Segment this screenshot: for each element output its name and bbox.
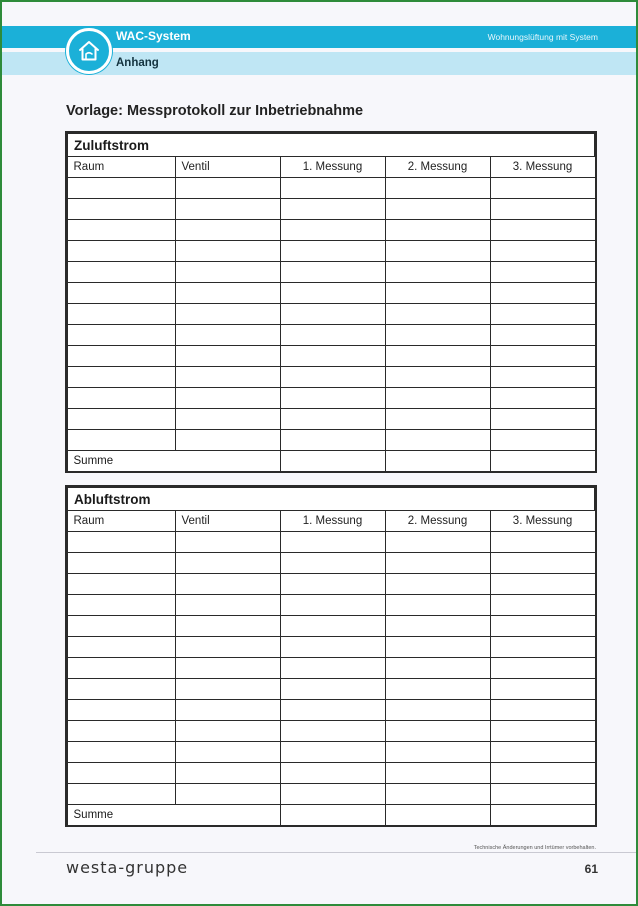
- zuluft-body: [67, 133, 595, 472]
- table-cell[interactable]: [175, 262, 280, 283]
- column-header-messung-1: 1. Messung: [280, 157, 385, 178]
- table-cell[interactable]: [175, 199, 280, 220]
- table-cell[interactable]: [67, 325, 175, 346]
- table-cell[interactable]: [280, 532, 385, 553]
- table-cell[interactable]: [490, 409, 595, 430]
- column-header-raum: Raum: [67, 157, 175, 178]
- table-row: [67, 199, 595, 220]
- table-cell[interactable]: [67, 574, 175, 595]
- column-header-messung-3: 3. Messung: [490, 157, 595, 178]
- table-cell[interactable]: [385, 304, 490, 325]
- table-cell[interactable]: [175, 658, 280, 679]
- table-cell[interactable]: [490, 532, 595, 553]
- table-row: [67, 430, 595, 451]
- abluft-table: [66, 486, 596, 826]
- table-cell[interactable]: [280, 616, 385, 637]
- table-row: [67, 220, 595, 241]
- sum-label: Summe: [67, 451, 280, 472]
- table-cell[interactable]: [67, 637, 175, 658]
- table-cell[interactable]: [280, 325, 385, 346]
- sum-cell[interactable]: [385, 451, 490, 472]
- table-cell[interactable]: [67, 409, 175, 430]
- column-header-raum: Raum: [67, 511, 175, 532]
- table-cell[interactable]: [385, 616, 490, 637]
- table-cell[interactable]: [280, 283, 385, 304]
- column-header-ventil: Ventil: [175, 157, 280, 178]
- table-cell[interactable]: [67, 178, 175, 199]
- table-cell[interactable]: [280, 574, 385, 595]
- table-cell[interactable]: [67, 199, 175, 220]
- table-cell[interactable]: [175, 616, 280, 637]
- table-cell[interactable]: [67, 763, 175, 784]
- table-cell[interactable]: [175, 532, 280, 553]
- table-cell[interactable]: [175, 409, 280, 430]
- zuluft-table: [66, 132, 596, 472]
- sum-cell[interactable]: [280, 805, 385, 826]
- table-cell[interactable]: [175, 595, 280, 616]
- table-cell[interactable]: [175, 220, 280, 241]
- table-cell[interactable]: [280, 742, 385, 763]
- table-cell[interactable]: [385, 388, 490, 409]
- table-cell[interactable]: [385, 637, 490, 658]
- table-row: [67, 616, 595, 637]
- table-cell[interactable]: [490, 616, 595, 637]
- section-title-zuluft: Zuluftstrom: [67, 133, 595, 157]
- table-cell[interactable]: [175, 574, 280, 595]
- sum-cell[interactable]: [490, 451, 595, 472]
- table-cell[interactable]: [67, 700, 175, 721]
- header-tagline: Wohnungslüftung mit System: [487, 32, 598, 42]
- table-cell[interactable]: [280, 241, 385, 262]
- table-cell[interactable]: [490, 325, 595, 346]
- brand-logo: westa-gruppe: [66, 858, 189, 877]
- table-cell[interactable]: [490, 595, 595, 616]
- table-cell[interactable]: [175, 679, 280, 700]
- table-cell[interactable]: [385, 367, 490, 388]
- table-cell[interactable]: [280, 346, 385, 367]
- table-cell[interactable]: [385, 283, 490, 304]
- table-row: [67, 658, 595, 679]
- table-cell[interactable]: [385, 241, 490, 262]
- table-cell[interactable]: [175, 325, 280, 346]
- table-cell[interactable]: [490, 241, 595, 262]
- table-cell[interactable]: [490, 367, 595, 388]
- table-row: [67, 784, 595, 805]
- table-row: [67, 409, 595, 430]
- table-cell[interactable]: [385, 199, 490, 220]
- footer-divider: [36, 852, 636, 853]
- table-cell[interactable]: [385, 325, 490, 346]
- table-cell[interactable]: [280, 388, 385, 409]
- table-cell[interactable]: [67, 595, 175, 616]
- column-header-messung-2: 2. Messung: [385, 511, 490, 532]
- table-cell[interactable]: [175, 430, 280, 451]
- sum-cell[interactable]: [280, 451, 385, 472]
- column-header-messung-2: 2. Messung: [385, 157, 490, 178]
- table-cell[interactable]: [490, 784, 595, 805]
- table-row: [67, 283, 595, 304]
- table-cell[interactable]: [67, 679, 175, 700]
- table-cell[interactable]: [385, 532, 490, 553]
- table-cell[interactable]: [385, 658, 490, 679]
- table-cell[interactable]: [490, 388, 595, 409]
- table-cell[interactable]: [280, 367, 385, 388]
- table-row: [67, 241, 595, 262]
- table-cell[interactable]: [385, 178, 490, 199]
- table-cell[interactable]: [490, 220, 595, 241]
- table-cell[interactable]: [67, 532, 175, 553]
- sum-cell[interactable]: [490, 805, 595, 826]
- table-cell[interactable]: [67, 262, 175, 283]
- table-cell[interactable]: [67, 304, 175, 325]
- table-cell[interactable]: [280, 763, 385, 784]
- table-row: [67, 367, 595, 388]
- table-cell[interactable]: [385, 721, 490, 742]
- section-title-abluft: Abluftstrom: [67, 487, 595, 511]
- table-row: [67, 721, 595, 742]
- table-cell[interactable]: [490, 553, 595, 574]
- table-cell[interactable]: [385, 742, 490, 763]
- table-cell[interactable]: [67, 721, 175, 742]
- column-header-messung-3: 3. Messung: [490, 511, 595, 532]
- table-cell[interactable]: [280, 700, 385, 721]
- sum-row: [67, 451, 595, 472]
- table-cell[interactable]: [385, 595, 490, 616]
- table-cell[interactable]: [67, 241, 175, 262]
- table-cell[interactable]: [490, 178, 595, 199]
- table-cell[interactable]: [490, 679, 595, 700]
- sum-row: [67, 805, 595, 826]
- table-cell[interactable]: [67, 553, 175, 574]
- table-cell[interactable]: [385, 763, 490, 784]
- table-cell[interactable]: [280, 430, 385, 451]
- table-cell[interactable]: [280, 658, 385, 679]
- table-row: [67, 553, 595, 574]
- table-cell[interactable]: [67, 430, 175, 451]
- table-cell[interactable]: [385, 262, 490, 283]
- page-number: 61: [584, 862, 598, 876]
- table-cell[interactable]: [67, 742, 175, 763]
- table-cell[interactable]: [67, 283, 175, 304]
- table-cell[interactable]: [280, 178, 385, 199]
- table-cell[interactable]: [280, 595, 385, 616]
- table-cell[interactable]: [280, 220, 385, 241]
- table-cell[interactable]: [385, 784, 490, 805]
- column-header-messung-1: 1. Messung: [280, 511, 385, 532]
- table-cell[interactable]: [490, 262, 595, 283]
- table-cell[interactable]: [490, 346, 595, 367]
- table-cell[interactable]: [175, 763, 280, 784]
- document-title: Vorlage: Messprotokoll zur Inbetriebnahme: [66, 103, 364, 119]
- sum-cell[interactable]: [385, 805, 490, 826]
- table-row: [67, 700, 595, 721]
- table-cell[interactable]: [490, 658, 595, 679]
- table-row: [67, 388, 595, 409]
- table-cell[interactable]: [280, 784, 385, 805]
- table-cell[interactable]: [280, 721, 385, 742]
- table-cell[interactable]: [67, 388, 175, 409]
- table-cell[interactable]: [280, 553, 385, 574]
- header-subtitle: Anhang: [116, 57, 159, 69]
- table-cell[interactable]: [175, 304, 280, 325]
- house-icon: [77, 39, 101, 63]
- table-cell[interactable]: [67, 346, 175, 367]
- table-cell[interactable]: [175, 721, 280, 742]
- table-cell[interactable]: [490, 304, 595, 325]
- table-cell[interactable]: [490, 574, 595, 595]
- table-cell[interactable]: [67, 220, 175, 241]
- table-cell[interactable]: [490, 763, 595, 784]
- table-cell[interactable]: [280, 637, 385, 658]
- sum-label: Summe: [67, 805, 280, 826]
- table-cell[interactable]: [490, 700, 595, 721]
- table-row: [67, 262, 595, 283]
- header-title: WAC-System: [116, 29, 191, 43]
- column-header-ventil: Ventil: [175, 511, 280, 532]
- table-row: [67, 637, 595, 658]
- table-cell[interactable]: [280, 262, 385, 283]
- table-cell[interactable]: [280, 409, 385, 430]
- table-row: [67, 595, 595, 616]
- table-cell[interactable]: [490, 742, 595, 763]
- table-cell[interactable]: [490, 637, 595, 658]
- table-cell[interactable]: [67, 658, 175, 679]
- table-cell[interactable]: [175, 784, 280, 805]
- abluft-body: [67, 487, 595, 826]
- table-row: [67, 679, 595, 700]
- table-cell[interactable]: [175, 367, 280, 388]
- table-cell[interactable]: [385, 220, 490, 241]
- table-cell[interactable]: [490, 283, 595, 304]
- table-cell[interactable]: [175, 283, 280, 304]
- table-cell[interactable]: [385, 574, 490, 595]
- table-row: [67, 304, 595, 325]
- table-cell[interactable]: [67, 367, 175, 388]
- table-cell[interactable]: [175, 700, 280, 721]
- table-row: [67, 178, 595, 199]
- table-cell[interactable]: [175, 553, 280, 574]
- table-cell[interactable]: [280, 679, 385, 700]
- table-cell[interactable]: [280, 199, 385, 220]
- table-cell[interactable]: [385, 430, 490, 451]
- logo: [66, 28, 112, 74]
- table-row: [67, 742, 595, 763]
- table-cell[interactable]: [490, 199, 595, 220]
- table-cell[interactable]: [385, 409, 490, 430]
- table-row: [67, 346, 595, 367]
- table-cell[interactable]: [490, 430, 595, 451]
- table-cell[interactable]: [175, 388, 280, 409]
- table-row: [67, 574, 595, 595]
- table-cell[interactable]: [280, 304, 385, 325]
- table-row: [67, 325, 595, 346]
- table-cell[interactable]: [385, 700, 490, 721]
- table-row: [67, 532, 595, 553]
- table-cell[interactable]: [385, 679, 490, 700]
- table-cell[interactable]: [490, 721, 595, 742]
- table-cell[interactable]: [67, 616, 175, 637]
- table-cell[interactable]: [175, 178, 280, 199]
- table-row: [67, 763, 595, 784]
- footnote: Technische Änderungen und Irrtümer vorbehalten.: [473, 845, 596, 851]
- table-cell[interactable]: [385, 553, 490, 574]
- table-cell[interactable]: [175, 742, 280, 763]
- table-cell[interactable]: [175, 637, 280, 658]
- table-cell[interactable]: [175, 346, 280, 367]
- table-cell[interactable]: [385, 346, 490, 367]
- table-cell[interactable]: [175, 241, 280, 262]
- table-cell[interactable]: [67, 784, 175, 805]
